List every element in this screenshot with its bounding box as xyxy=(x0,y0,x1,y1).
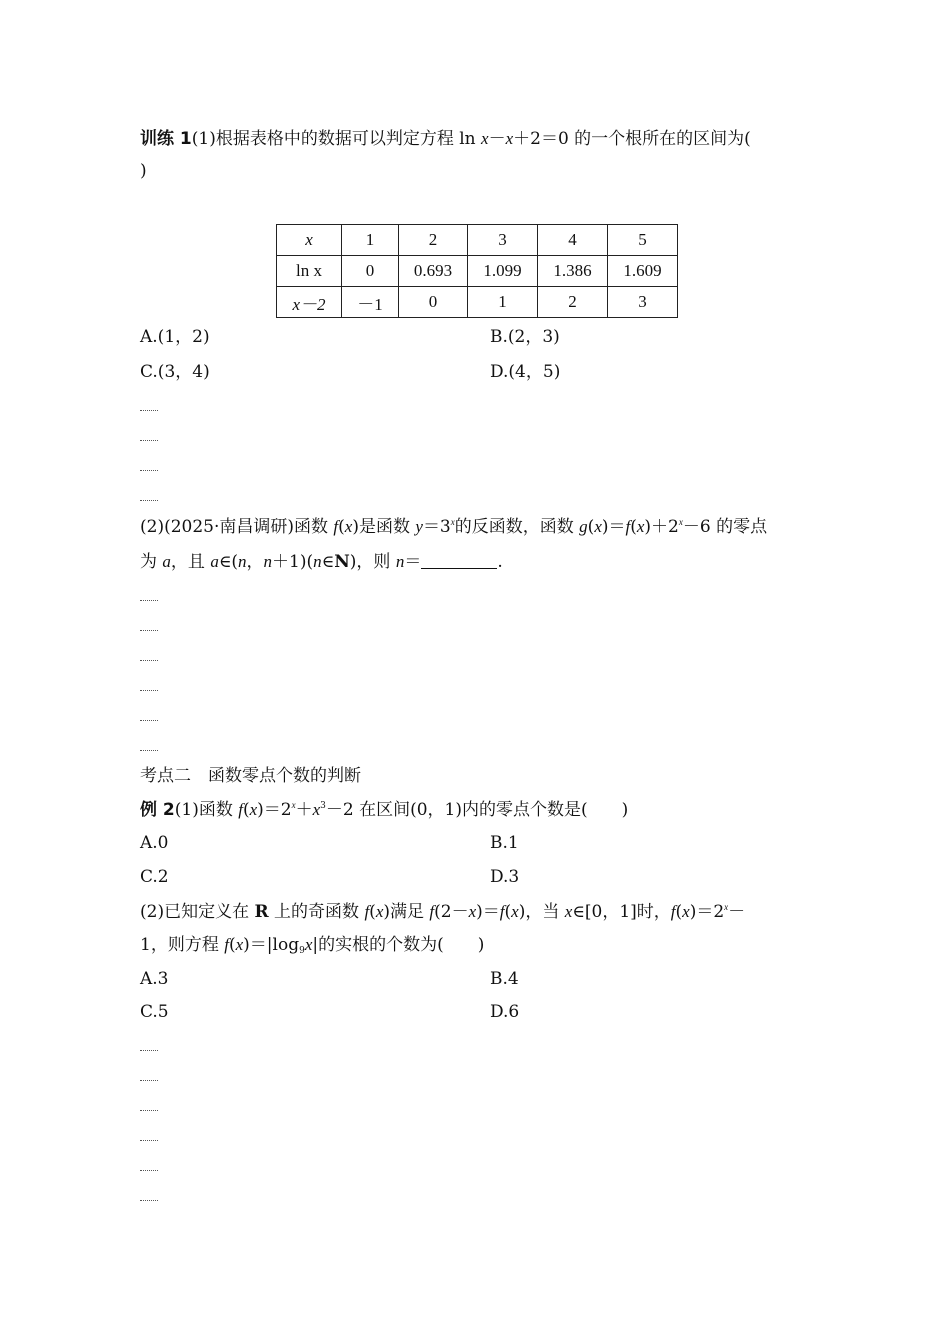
training1-q2-line1: (2)(2025·南昌调研)函数 f(x)是函数 $y=3^x$的反函数，函数 $g(x)=f(x)+2^x-6$ 的零点 xyxy=(140,517,768,537)
option-d: D.3 xyxy=(490,867,520,887)
answer-line xyxy=(140,1048,158,1051)
option-d: D.(4，5) xyxy=(490,362,561,382)
answer-line xyxy=(140,658,158,661)
option-b: B.4 xyxy=(490,969,519,989)
option-c: C.5 xyxy=(140,1002,169,1022)
section-heading: 考点二 函数零点个数的判断 xyxy=(140,766,361,786)
option-a: A.0 xyxy=(140,833,169,853)
table-row: ln x 0 0.693 1.099 1.386 1.609 xyxy=(277,256,678,287)
answer-line xyxy=(140,408,158,411)
example2-q2-line2: 1，则方程 $f(x)=|\log_9x|$的实根的个数为( ) xyxy=(140,935,485,956)
option-c: C.2 xyxy=(140,867,169,887)
answer-line xyxy=(140,748,158,751)
answer-line xyxy=(140,628,158,631)
answer-line xyxy=(140,598,158,601)
answer-line xyxy=(140,718,158,721)
answer-line xyxy=(140,438,158,441)
option-b: B.(2，3) xyxy=(490,327,560,347)
option-c: C.(3，4) xyxy=(140,362,210,382)
answer-line xyxy=(140,498,158,501)
option-a: A.(1，2) xyxy=(140,327,210,347)
training1-q2-line2: 为 a，且 a∈(n，n＋1)(n∈N)，则 n＝ . xyxy=(140,552,503,572)
table-row: x－2 －1 0 1 2 3 xyxy=(277,287,678,318)
table-row: x 1 2 3 4 5 xyxy=(277,225,678,256)
data-table xyxy=(276,224,678,318)
training1-q1-line1: 训练 1(1)根据表格中的数据可以判定方程 ln x－x＋2＝0 的一个根所在的区间为( xyxy=(140,129,751,149)
option-a: A.3 xyxy=(140,969,169,989)
option-d: D.6 xyxy=(490,1002,520,1022)
answer-line xyxy=(140,688,158,691)
training1-q1-line2: ) xyxy=(140,161,147,181)
example2-q1: 例 2(1)函数 $f(x)=2^x+x^3-2$ 在区间(0，1)内的零点个数是( ) xyxy=(140,800,629,820)
example2-label: 例 2 xyxy=(140,800,175,820)
answer-line xyxy=(140,468,158,471)
answer-line xyxy=(140,1168,158,1171)
answer-blank[interactable] xyxy=(421,552,497,569)
training1-label: 训练 1 xyxy=(140,129,192,149)
example2-q2-line1: (2)已知定义在 R 上的奇函数 f(x)满足 f(2－x)＝f(x)，当 x∈[0，1]时，$f(x)=2^x-$ xyxy=(140,902,746,922)
answer-line xyxy=(140,1198,158,1201)
answer-line xyxy=(140,1108,158,1111)
option-b: B.1 xyxy=(490,833,519,853)
answer-line xyxy=(140,1138,158,1141)
answer-line xyxy=(140,1078,158,1081)
